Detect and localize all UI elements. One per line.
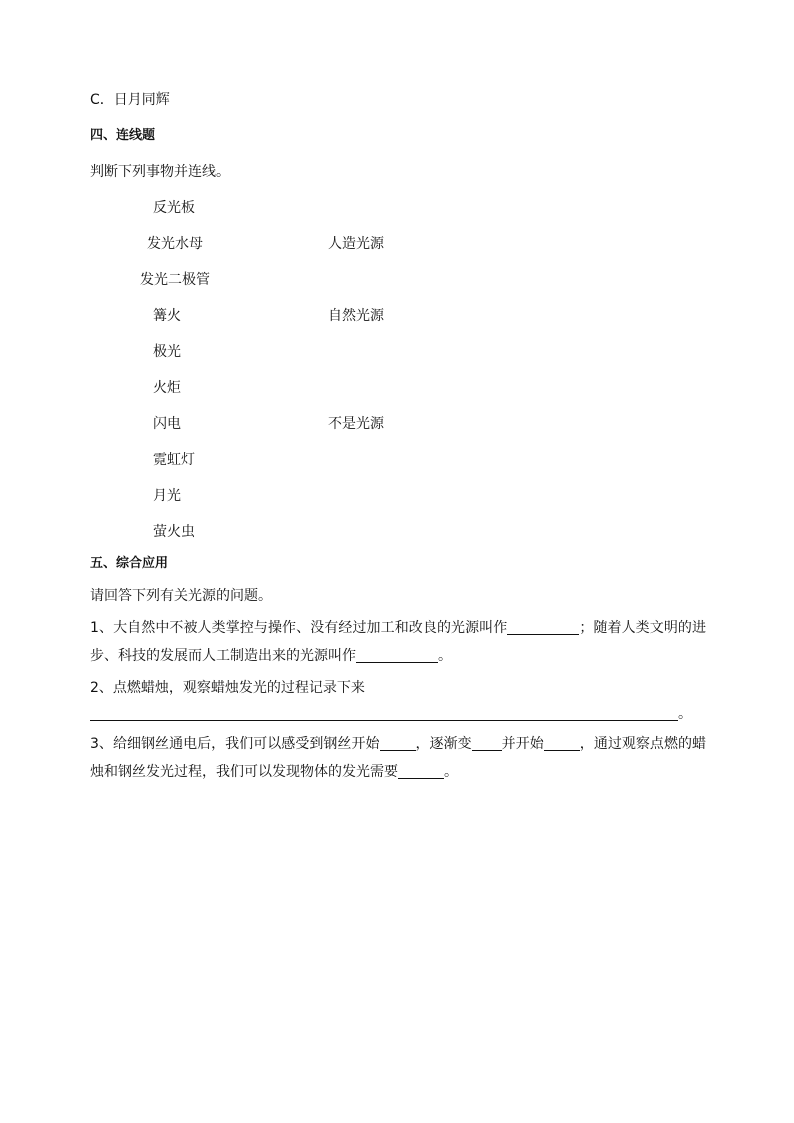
category-not-light-source: 不是光源 xyxy=(328,416,384,432)
matching-item: 发光水母 xyxy=(147,236,203,252)
q2-end: 。 xyxy=(678,706,692,722)
q1-blank-2[interactable] xyxy=(356,648,438,663)
matching-item: 篝火 xyxy=(153,308,181,324)
q1-blank-1[interactable] xyxy=(507,620,579,635)
matching-item: 火炬 xyxy=(153,380,181,396)
question-2: 2、点燃蜡烛，观察蜡烛发光的过程记录下来 xyxy=(90,680,365,696)
question-3 xyxy=(90,730,706,786)
q1-end: 。 xyxy=(438,648,452,664)
q3-text-3: 并开始 xyxy=(501,736,544,752)
q3-text-1: 3、给细钢丝通电后，我们可以感受到钢丝开始 xyxy=(90,736,380,752)
q2-answer-line xyxy=(90,704,692,724)
category-artificial: 人造光源 xyxy=(328,236,384,252)
q3-text-4: ，通过观察点燃的蜡烛和钢丝发光过程，我们可以发现物体的发光需要 xyxy=(90,736,707,780)
matching-item: 闪电 xyxy=(153,416,181,432)
category-natural: 自然光源 xyxy=(328,308,384,324)
section5-instruction: 请回答下列有关光源的问题。 xyxy=(90,588,272,604)
matching-item: 霓虹灯 xyxy=(153,452,195,468)
section4-instruction: 判断下列事物并连线。 xyxy=(90,164,230,180)
q2-blank[interactable] xyxy=(90,706,678,721)
option-c: C．日月同辉 xyxy=(90,92,170,108)
matching-item: 萤火虫 xyxy=(153,524,195,540)
section5-title: 五、综合应用 xyxy=(90,556,169,571)
matching-item: 反光板 xyxy=(153,200,195,216)
q1-text-1: 1、大自然中不被人类掌控与操作、没有经过加工和改良的光源叫作 xyxy=(90,620,508,636)
q1-text-2: ；随着人类文明的进步、科技的发展而人工制造出来的光源叫作 xyxy=(90,620,707,664)
matching-item: 发光二极管 xyxy=(140,272,210,288)
matching-item: 月光 xyxy=(153,488,181,504)
q3-text-2: ，逐渐变 xyxy=(415,736,472,752)
q3-blank-1[interactable] xyxy=(380,736,416,751)
matching-item: 极光 xyxy=(153,344,181,360)
q3-blank-3[interactable] xyxy=(544,736,580,751)
section4-title: 四、连线题 xyxy=(90,128,156,143)
q3-end: 。 xyxy=(444,764,458,780)
question-1 xyxy=(90,614,706,670)
q3-blank-2[interactable] xyxy=(472,736,502,751)
q3-blank-4[interactable] xyxy=(398,764,444,779)
